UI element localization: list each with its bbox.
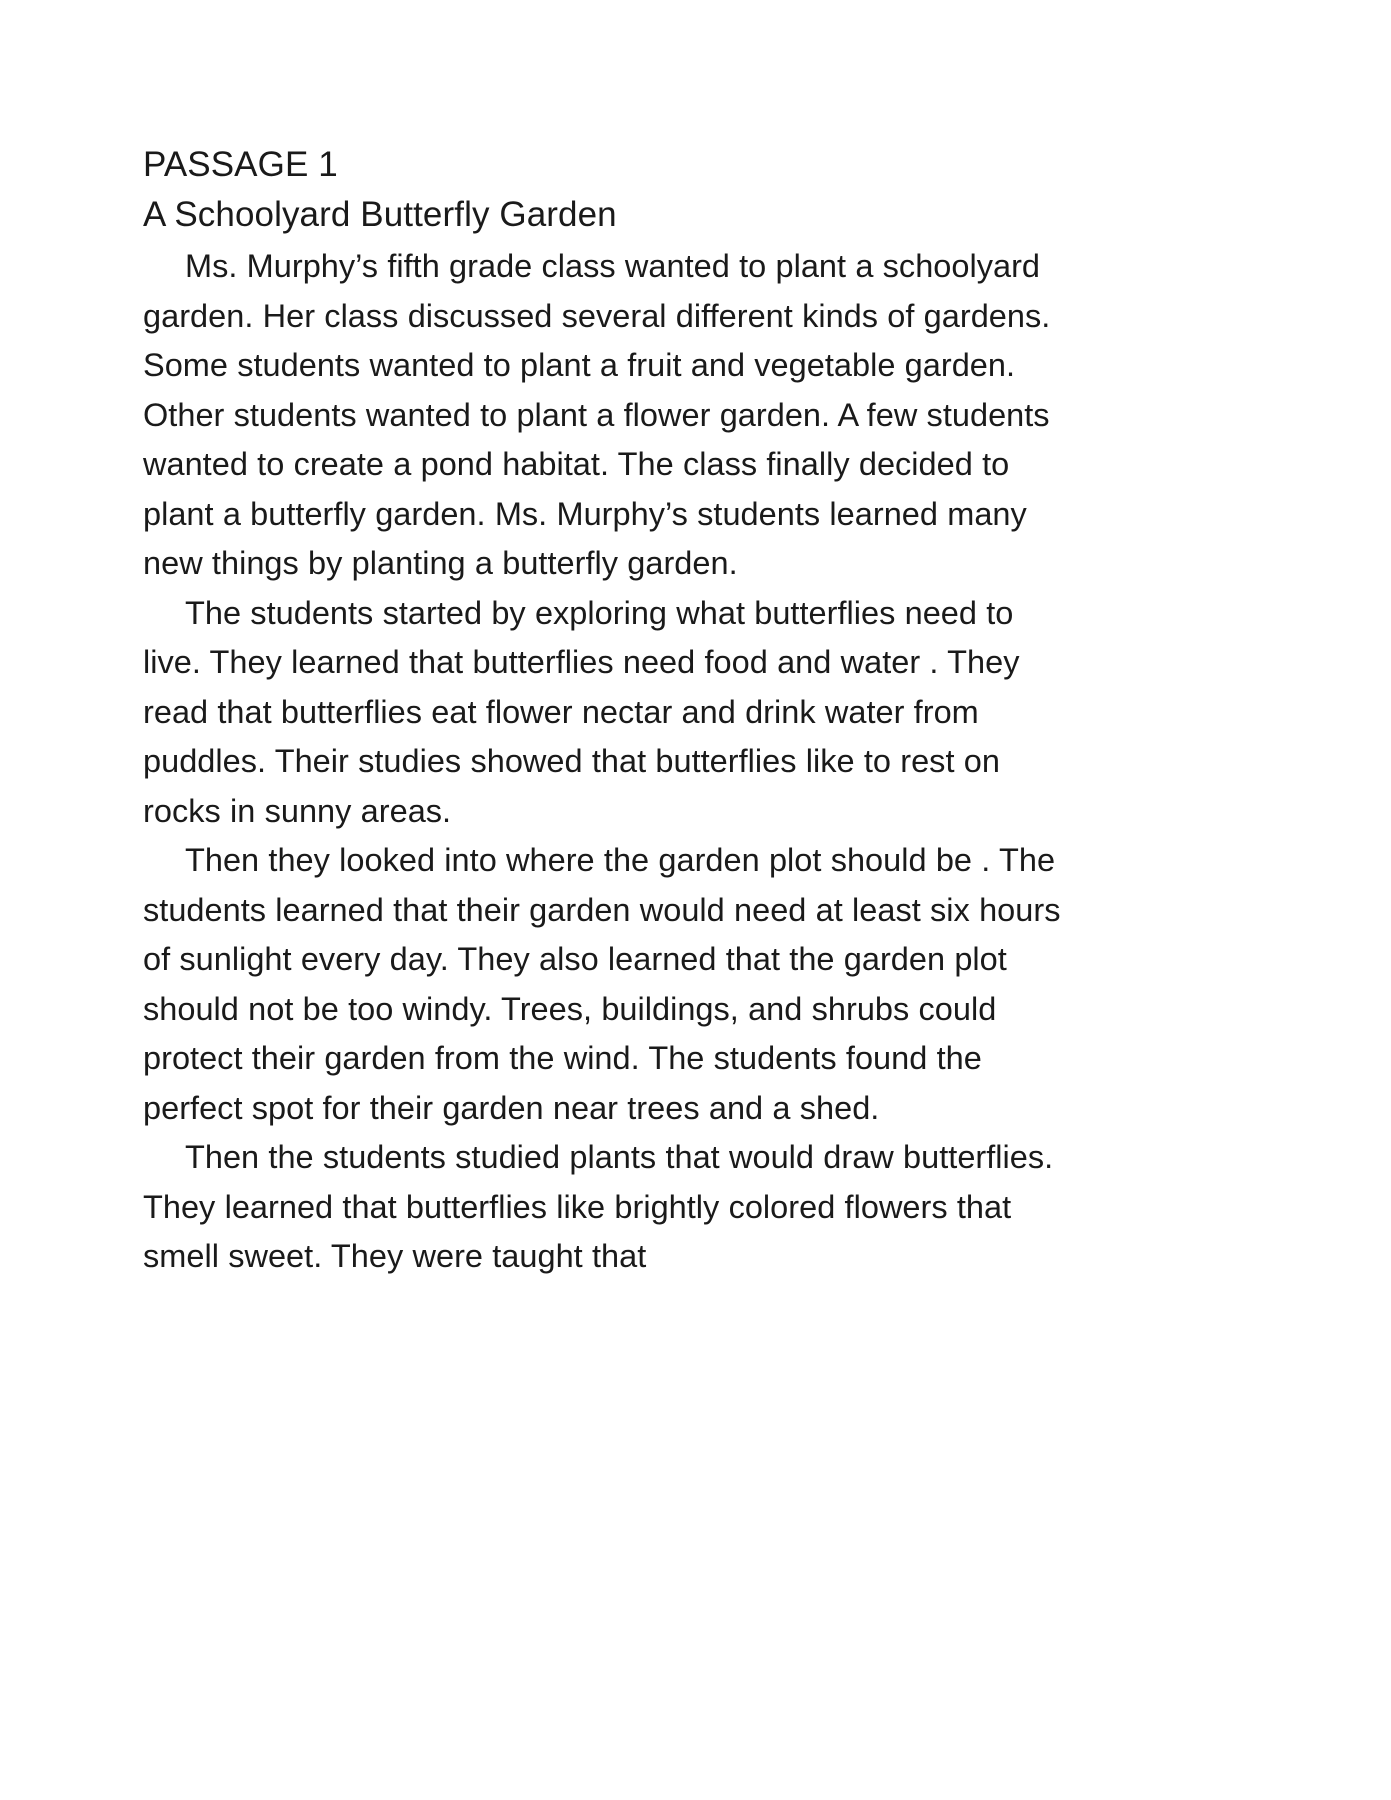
paragraph-2: The students started by exploring what butterflies need to live. They learned that butterflies need food and water . They read that butterflies eat flower nectar and drink water from puddles. Their studies showed that butterflies like to rest on rocks in sunny areas. [143,594,1020,829]
passage-content [143,140,1073,1282]
paragraph-1: Ms. Murphy’s fifth grade class wanted to plant a schoolyard garden. Her class discussed several different kinds of gardens. Some students wanted to plant a fruit and vegetable garden. Other students wanted to plant a flower garden. A few students wanted to create a pond habitat. The class finally decided to plant a butterfly garden. Ms. Murphy’s students learned many new things by planting a butterfly garden. [143,248,1051,581]
page-title: A Schoolyard Butterfly Garden [143,195,617,234]
paragraph-3: Then they looked into where the garden plot should be . The students learned that their garden would need at least six hours of sunlight every day. They also learned that the garden plot should not be too windy. Trees, buildings, and shrubs could protect their garden from the wind. The students found the perfect spot for their garden near trees and a shed. [143,842,1061,1126]
passage-label: PASSAGE 1 [143,145,338,184]
paragraph-4: Then the students studied plants that would draw butterflies. They learned that butterflies like brightly colored flowers that smell sweet. They were taught that [143,1139,1054,1274]
